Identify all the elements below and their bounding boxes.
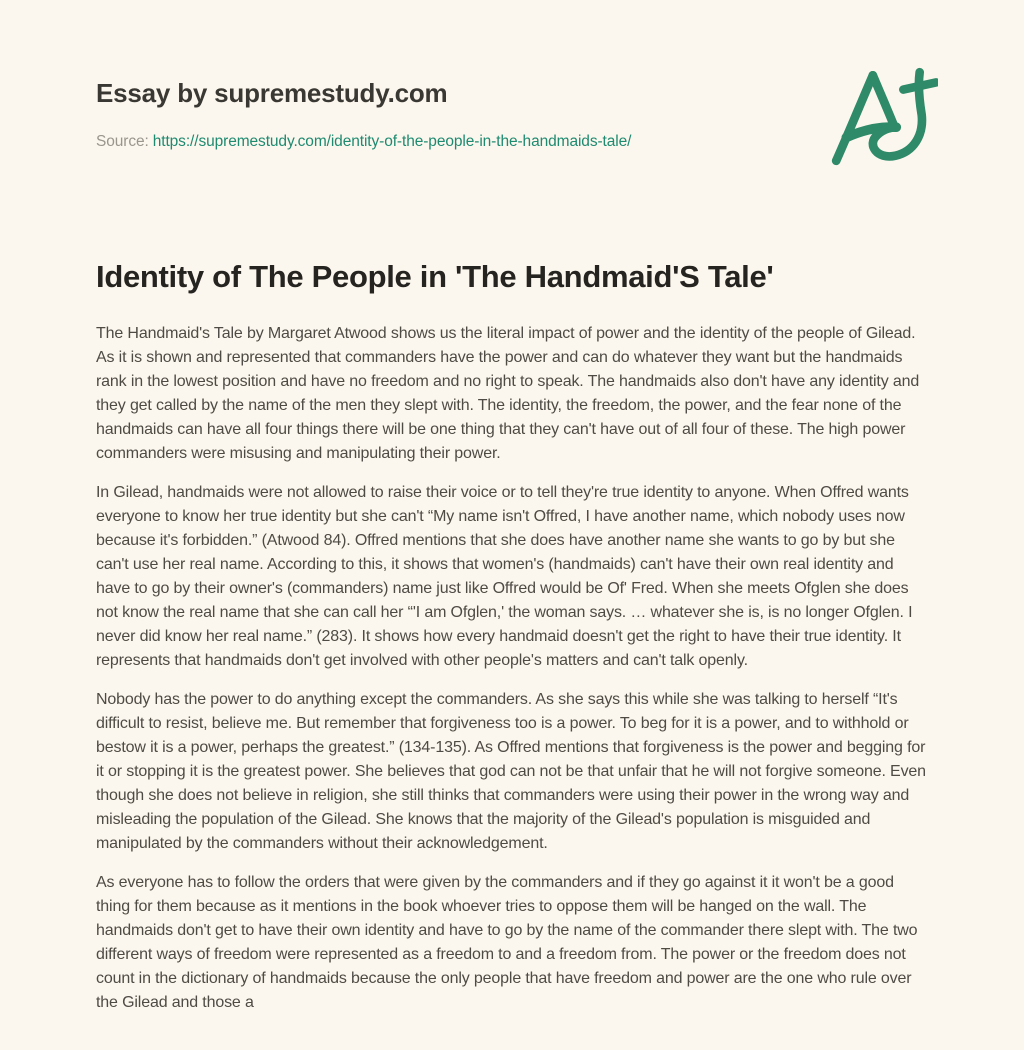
essay-paragraph-1: The Handmaid's Tale by Margaret Atwood shows us the literal impact of power and the identity of the people of Gilead. As it is shown and represented that commanders have the power and can do whatever they want but the handmaids rank in the lowest position and have no freedom and no right to speak. The handmaids also don't have any identity and they get called by the name of the men they slept with. The identity, the freedom, the power, and the fear none of the handmaids can have all four things there will be one thing that they can't have out of all four of these. The high power commanders were misusing and manipulating their power. — [96, 325, 920, 462]
essay-paragraph-3: Nobody has the power to do anything except the commanders. As she says this while she was talking to herself “It's difficult to resist, believe me. But remember that forgiveness too is a power. To beg for it is a power, and to withhold or bestow it is a power, perhaps the greatest.” (134-135). As Offred mentions that forgiveness is the power and begging for it or stopping it is the greatest power. She believes that god can not be that unfair that he will not forgive someone. Even though she does not believe in religion, she still thinks that commanders were using their power in the wrong way and misleading the population of the Gilead. She knows that the majority of the Gilead's population is misguided and manipulated by the commanders without their acknowledgement. — [96, 691, 926, 852]
brand-title: Essay by supremestudy.com — [96, 78, 448, 108]
source-line — [96, 133, 928, 151]
essay-article — [0, 259, 1024, 1015]
source-label: Source: — [96, 133, 149, 150]
article-title: Identity of The People in 'The Handmaid'S Tale' — [96, 259, 774, 294]
source-link[interactable]: https://supremestudy.com/identity-of-the-people-in-the-handmaids-tale/ — [152, 133, 632, 150]
essay-paragraph-2: In Gilead, handmaids were not allowed to raise their voice or to tell they're true identity to anyone. When Offred wants everyone to know her true identity but she can't “My name isn't Offred, I have another name, which nobody uses now because it's forbidden.” (Atwood 84). Offred mentions that she does have another name she wants to go by but she can't use her real name. According to this, it shows that women's (handmaids) can't have their own real identity and have to go by their owner's (commanders) name just like Offred would be Of' Fred. When she meets Ofglen she does not know the real name that she can call her “'I am Ofglen,' the woman says. … whatever she is, is no longer Ofglen. I never did know her real name.” (283). It shows how every handmaid doesn't get the right to have their true identity. It represents that handmaids don't get involved with other people's matters and can't talk openly. — [96, 484, 913, 669]
essay-paragraph-4: As everyone has to follow the orders that were given by the commanders and if they go against it it won't be a good thing for them because as it mentions in the book whoever tries to oppose them will be hanged on the wall. The handmaids don't get to have their own identity and have to go by the name of the commander there slept with. The two different ways of freedom were represented as a freedom to and a freedom from. The power or the freedom does not count in the dictionary of handmaids because the only people that have freedom and power are the one who rule over the Gilead and those a — [96, 874, 918, 1011]
a-plus-logo-icon — [826, 62, 938, 168]
